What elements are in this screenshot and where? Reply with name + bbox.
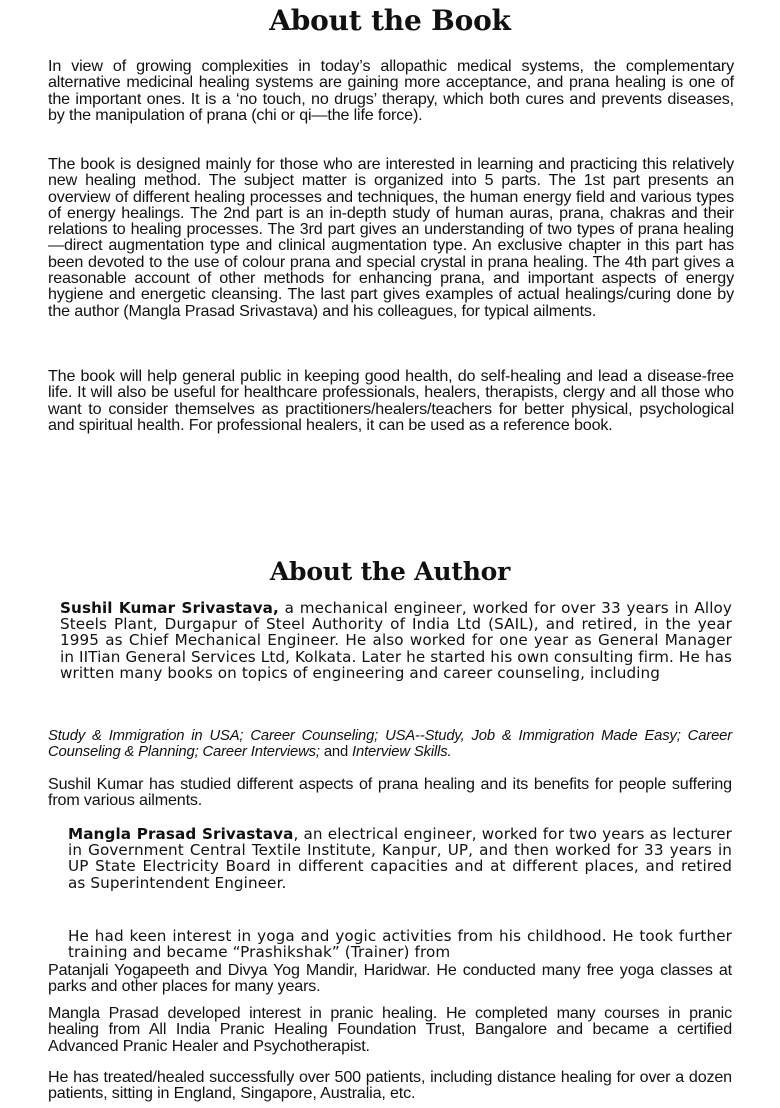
mangla-name: Mangla Prasad Srivastava xyxy=(68,825,294,843)
sushil-books-list xyxy=(48,728,732,761)
mangla-paragraph-3: Mangla Prasad developed interest in pranic healing. He completed many courses in pranic healing from All India Pranic Healing Foundation Trust, Bangalore and became a certified Advanced Pranic Healer and Psychotherapist. xyxy=(48,1004,732,1055)
mangla-yoga-paragraph-b: Patanjali Yogapeeth and Divya Yog Mandir, Haridwar. He conducted many free yoga classes at parks and other places for many years. xyxy=(48,961,732,996)
mangla-bio-text: , an electrical engineer, worked for two years as lecturer in Government Central Textile Institute, Kanpur, UP, and then worked for 33 years in UP State Electricity Board in different capacities and at different places, and retired as Superintendent Engineer. xyxy=(68,825,732,892)
about-book-paragraph-3: The book will help general public in keeping good health, do self-healing and lead a disease-free life. It will also be useful for healthcare professionals, healers, therapists, clergy and all those who want to consider themselves as practitioners/healers/teachers for better physical, psychological and spiritual health. For professional healers, it can be used as a reference book. xyxy=(48,367,734,434)
mangla-paragraph-4: He has treated/healed successfully over 500 patients, including distance healing for over a dozen patients, sitting in England, Singapore, Australia, etc. xyxy=(48,1068,732,1103)
mangla-bio-paragraph xyxy=(68,826,732,891)
sushil-name: Sushil Kumar Srivastava, xyxy=(60,599,279,617)
sushil-bio-paragraph xyxy=(60,600,732,681)
about-book-heading: About the Book xyxy=(269,4,511,37)
mangla-yoga-paragraph-a: He had keen interest in yoga and yogic activities from his childhood. He took further training and became “Prashikshak” (Trainer) from xyxy=(68,927,732,962)
sushil-books-and: and xyxy=(319,744,353,761)
about-book-paragraph-2: The book is designed mainly for those who are interested in learning and practicing this relatively new healing method. The subject matter is organized into 5 parts. The 1st part presents an overview of different healing processes and techniques, the human energy field and various types of energy healings. The 2nd part is an in-depth study of human auras, prana, chakras and their relations to healing processes. The 3rd part gives an understanding of two types of prana healing—direct augmentation type and clinical augmentation type. An exclusive chapter in this part has been devoted to the use of colour prana and special crystal in prana healing. The 4th part gives a reasonable account of other methods for enhancing prana, and important aspects of energy hygiene and energetic cleansing. The last part gives examples of actual healings/curing done by the author (Mangla Prasad Srivastava) and his colleagues, for typical ailments. xyxy=(48,155,734,320)
sushil-paragraph-2: Sushil Kumar has studied different aspects of prana healing and its benefits for people suffering from various ailments. xyxy=(48,775,732,810)
sushil-bio-text: a mechanical engineer, worked for over 33 years in Alloy Steels Plant, Durgapur of Steel Authority of India Ltd (SAIL), and retired, in the year 1995 as Chief Mechanical Engineer. He also worked for one year as General Manager in IITian General Services Ltd, Kolkata. Later he started his own consulting firm. He has written many books on topics of engineering and career counseling, including xyxy=(60,599,732,682)
about-book-paragraph-1: In view of growing complexities in today’s allopathic medical systems, the complementary alternative medicinal healing systems are gaining more acceptance, and prana healing is one of the important ones. It is a ‘no touch, no drugs’ therapy, which both cures and prevents diseases, by the manipulation of prana (chi or qi—the life force). xyxy=(48,57,734,124)
sushil-book-titles: Study & Immigration in USA; Career Counseling; USA--Study, Job & Immigration Made Easy; Career Counseling & Planning; Career Interviews; xyxy=(48,728,732,761)
about-author-heading: About the Author xyxy=(269,557,511,586)
sushil-book-last: Interview Skills. xyxy=(352,744,452,761)
